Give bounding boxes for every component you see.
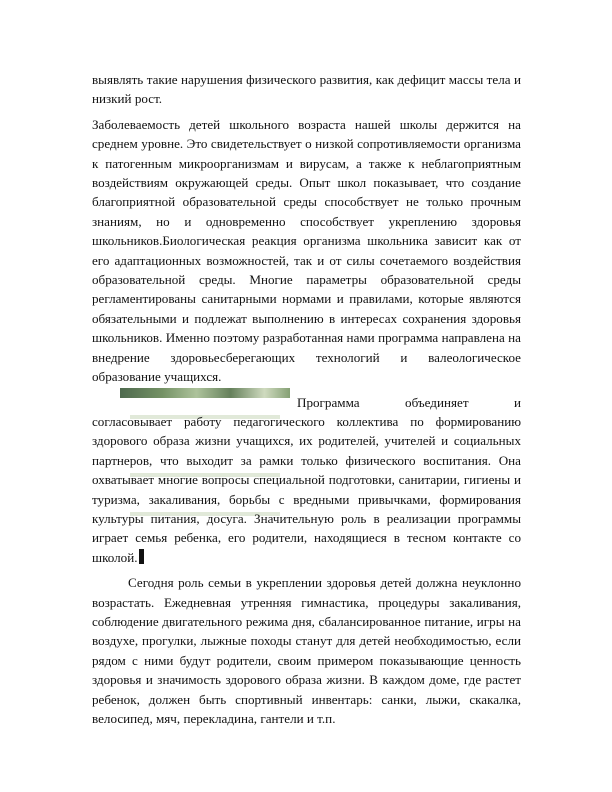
paragraph-2: Заболеваемость детей школьного возраста нашей школы держится на среднем уровне. Это свидетельствует о низкой сопротивляемости организма к патогенным микроорганизмам и вирусам, а также к неблагоприятным воздействиям окружающей среды. Опыт школ показывает, что создание благоприятной образовательной среды способствует не только прочным знаниям, но и одновременно способствует укреплению здоровья школьников.Биологическая реакция организма школьника зависит как от его адаптационных возможностей, так и от силы сочетаемого воздействия образовательной среды. Многие параметры образовательной среды регламентированы санитарными нормами и правилами, которые являются обязательными и подлежат выполнению в интересах сохранения здоровья школьников. Именно поэтому разработанная нами программа направлена на внедрение здоровьесберегающих технологий и валеологическое образование учащихся. bbox=[92, 116, 521, 385]
paragraph-1: выявлять такие нарушения физического развития, как дефицит массы тела и низкий рост. bbox=[92, 72, 521, 107]
text-cursor-mark bbox=[139, 549, 144, 564]
document-body bbox=[92, 70, 521, 728]
paragraph-3-text bbox=[92, 412, 521, 567]
paragraph-3-rest: согласовывает работу педагогического коллектива по формированию здорового образа жизни учащихся, их родителей, учителей и социальных партнеров, что выходит за рамки только физического воспитания. Она охватывает многие вопросы специальной подготовки, санитарии, гигиены и туризма, закаливания, борьбы с вредными привычками, формирования культуры питания, досуга. Значительную роль в реализации программы играет семья ребенка, его родители, находящиеся в тесном контакте со школой. bbox=[92, 413, 521, 565]
paragraph-3-first-line: Программа объединяет и bbox=[297, 394, 521, 410]
paragraph-3 bbox=[92, 393, 521, 568]
paragraph-4: Сегодня роль семьи в укреплении здоровья детей должна неуклонно возрастать. Ежедневная утренняя гимнастика, процедуры закаливания, соблюдение двигательного режима дня, сбалансированное питание, игры на воздухе, прогулки, лыжные походы станут для детей необходимостью, если рядом с ними будут родители, своим примером показывающие ценность здоровья и значимость здорового образа жизни. В каждом доме, где растет ребенок, должен быть спортивный инвентарь: санки, лыжи, скакалка, велосипед, мяч, перекладина, гантели и т.п. bbox=[92, 575, 521, 726]
